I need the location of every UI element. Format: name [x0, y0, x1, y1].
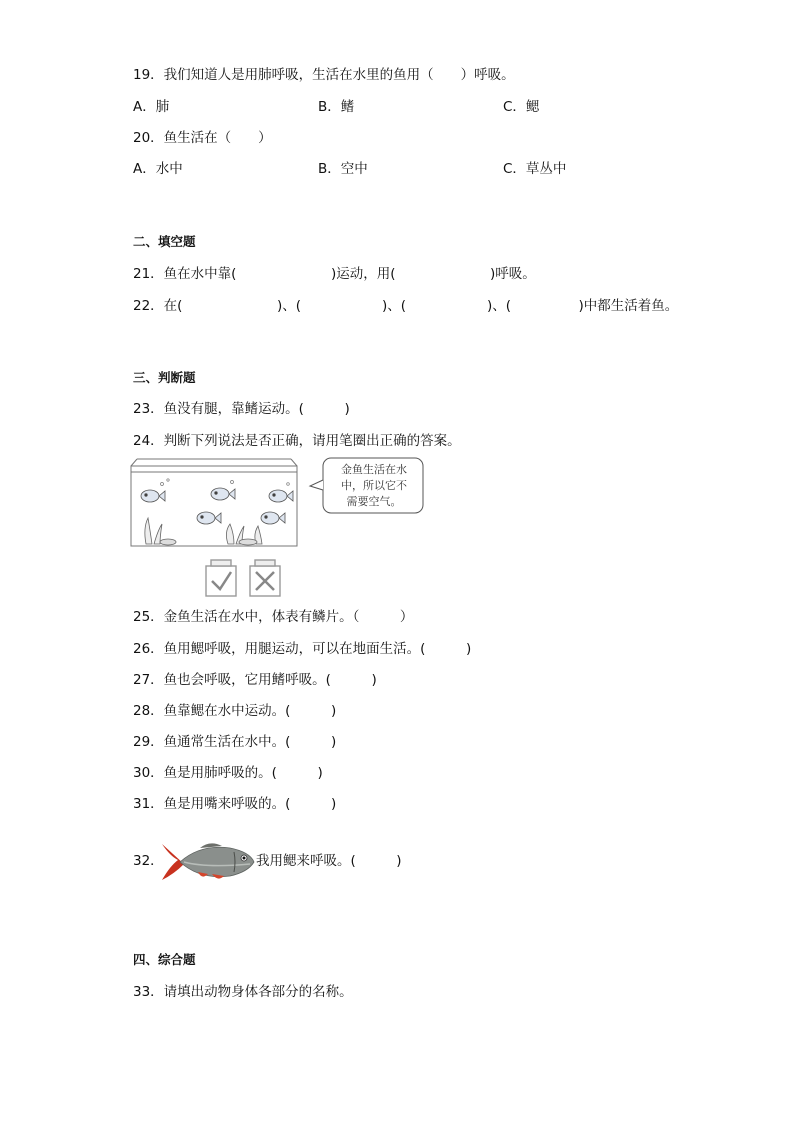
question-29: 29．鱼通常生活在水中。( ) — [133, 734, 337, 750]
question-23: 23．鱼没有腿，靠鳍运动。( ) — [133, 401, 350, 417]
question-19-stem: 19．我们知道人是用肺呼吸，生活在水里的鱼用（ ）呼吸。 — [133, 67, 515, 83]
section-heading-fill-in: 二、填空题 — [133, 234, 196, 249]
tank-outline — [131, 466, 297, 546]
question-19-option-b: B．鳍 — [318, 99, 355, 115]
fish-photo — [160, 838, 256, 884]
question-22: 22．在( )、( )、( )、( )中都生活着鱼。 — [133, 298, 679, 314]
bubble-line-1: 金鱼生活在水 — [341, 463, 407, 476]
bubble-line-2: 中，所以它不 — [341, 479, 407, 492]
question-19-option-c: C．鳃 — [503, 99, 540, 115]
question-26: 26．鱼用鳃呼吸，用腿运动，可以在地面生活。( ) — [133, 641, 472, 657]
question-20-stem: 20．鱼生活在（ ） — [133, 130, 272, 146]
aquarium-figure — [128, 456, 428, 602]
question-20-option-c: C．草丛中 — [503, 161, 567, 177]
fish-icon — [160, 838, 256, 884]
bubble-line-3: 需要空气。 — [346, 495, 402, 508]
question-32-text: 我用鳃来呼吸。( ) — [256, 853, 402, 869]
section-heading-comprehensive: 四、综合题 — [133, 952, 196, 967]
speech-bubble-text — [325, 462, 423, 510]
question-31: 31．鱼是用嘴来呼吸的。( ) — [133, 796, 337, 812]
question-20-option-a: A．水中 — [133, 161, 183, 177]
check-box — [206, 566, 236, 596]
question-24-stem: 24．判断下列说法是否正确，请用笔圈出正确的答案。 — [133, 433, 461, 449]
question-30: 30．鱼是用肺呼吸的。( ) — [133, 765, 323, 781]
question-19-option-a: A．肺 — [133, 99, 170, 115]
question-27: 27．鱼也会呼吸，它用鳍呼吸。( ) — [133, 672, 377, 688]
question-21: 21．鱼在水中靠( )运动，用( )呼吸。 — [133, 266, 536, 282]
question-20-option-b: B．空中 — [318, 161, 368, 177]
question-32-number: 32． — [133, 853, 164, 869]
section-heading-true-false: 三、判断题 — [133, 370, 196, 385]
check-mark-icon — [212, 572, 231, 589]
question-28: 28．鱼靠鳃在水中运动。( ) — [133, 703, 337, 719]
question-25: 25．金鱼生活在水中，体表有鳞片。（ ） — [133, 609, 414, 625]
goldfish-group — [141, 488, 293, 524]
question-33: 33．请填出动物身体各部分的名称。 — [133, 984, 353, 1000]
cross-mark-icon — [256, 572, 274, 590]
